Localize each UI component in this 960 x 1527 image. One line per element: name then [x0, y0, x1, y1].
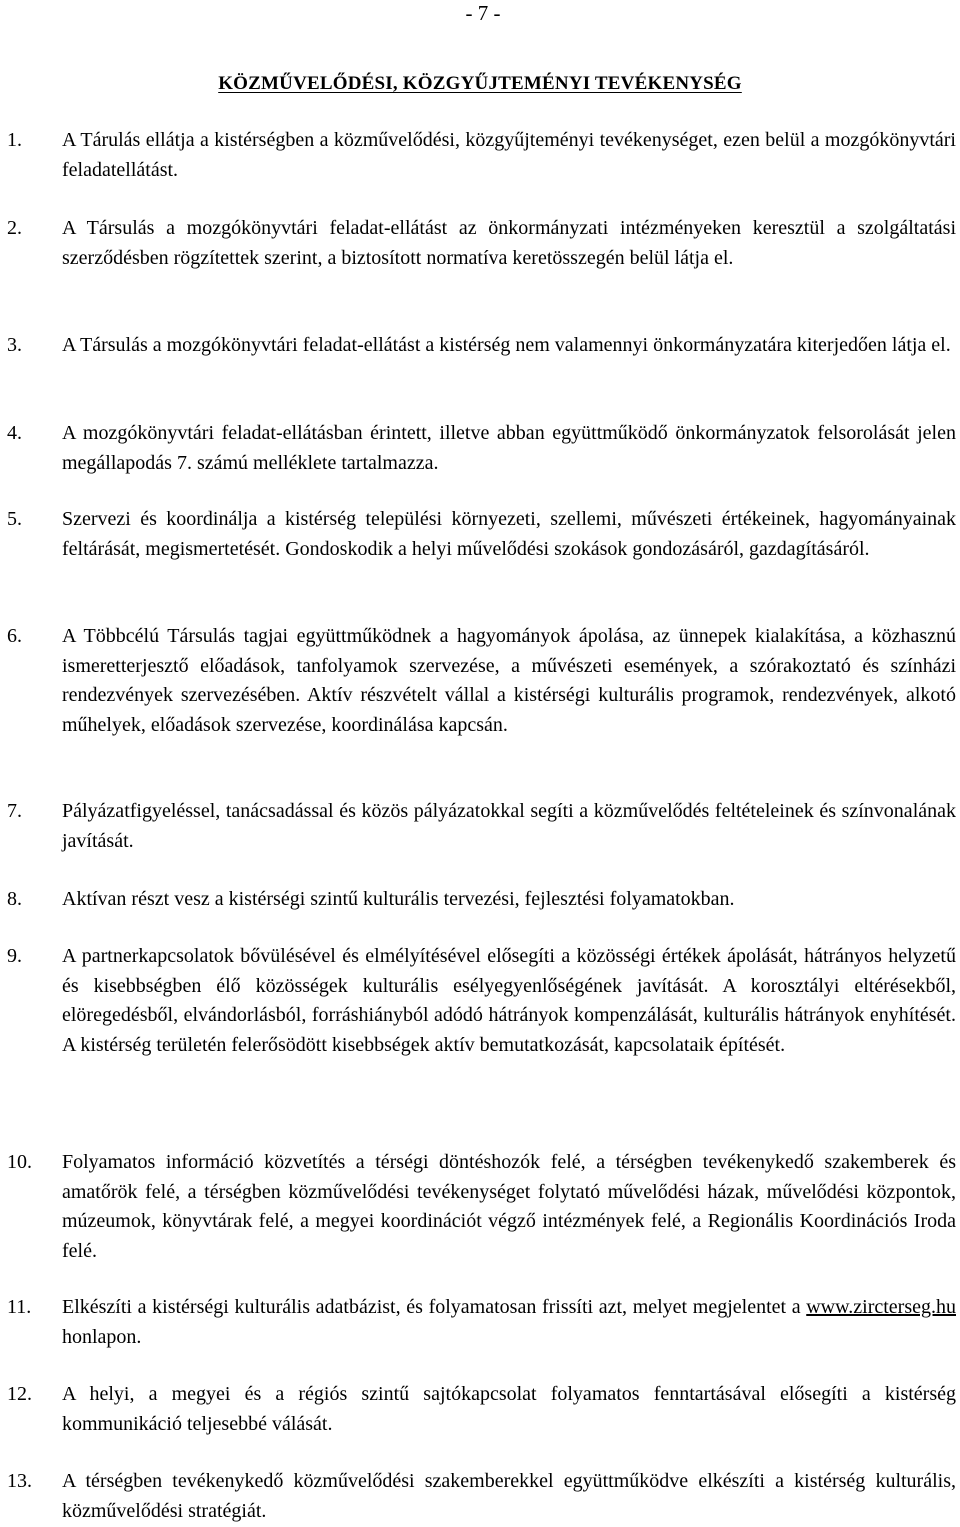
list-item: [7, 419, 956, 478]
list-item-text: A térségben tevékenykedő közművelődési szakemberekkel együttműködve elkészíti a kistérség kulturális, közművelődési stratégiát.: [62, 1470, 956, 1522]
list-item-text: A Társulás a mozgókönyvtári feladat-ellátást a kistérség nem valamennyi önkormányzatára kiterjedően látja el.: [62, 334, 951, 356]
section-heading: KÖZMŰVELŐDÉSI, KÖZGYŰJTEMÉNYI TEVÉKENYSÉG: [218, 73, 742, 94]
list-item-text: A partnerkapcsolatok bővülésével és elmélyítésével elősegíti a közösségi értékek ápolását, hátrányos helyzetű és kisebbségben élő közösségek kulturális esélyegyenlőségének javítását. A korosztályi eltérésekből, elöregedésből, elvándorlásból, forráshiányból adódó hátrányok kompenzálását, kulturális hátrányok enyhítését. A kistérség területén felerősödött kisebbségek aktív bemutatkozását, kapcsolataik építését.: [62, 945, 956, 1056]
list-item-text: A Társulás a mozgókönyvtári feladat-ellátást az önkormányzati intézményeken keresztül a szolgáltatási szerződésben rögzítettek szerint, a biztosított normatíva keretösszegén belül látja el.: [62, 217, 956, 269]
website-link[interactable]: www.zircterseg.hu: [806, 1296, 956, 1318]
list-item-text: Szervezi és koordinálja a kistérség települési környezeti, szellemi, művészeti értékeinek, hagyományainak feltárását, megismertetését. Gondoskodik a helyi művelődési szokások gondozásáról, gazdagításáról.: [62, 508, 956, 560]
list-item-number: 10.: [7, 1151, 32, 1173]
list-item: [7, 1293, 956, 1352]
list-item-number: 3.: [7, 334, 22, 356]
list-item-text: A Többcélú Társulás tagjai együttműködnek a hagyományok ápolása, az ünnepek kialakítása, a közhasznú ismeretterjesztő előadások, tanfolyamok szervezése, a művészeti események, a szórakoztató és színházi rendezvények szervezésében. Aktív részvételt vállal a kistérségi kulturális programok, rendezvények, alkotó műhelyek, előadások szervezése, koordinálása kapcsán.: [62, 625, 956, 736]
list-item: [7, 126, 956, 185]
list-item: [7, 622, 956, 740]
list-item-number: 6.: [7, 625, 22, 647]
list-item-number: 5.: [7, 508, 22, 530]
list-item-number: 2.: [7, 217, 22, 239]
list-item: [7, 885, 956, 915]
list-item-number: 4.: [7, 422, 22, 444]
list-item-number: 13.: [7, 1470, 32, 1492]
list-item-number: 12.: [7, 1383, 32, 1405]
page-number: - 7 -: [465, 1, 501, 25]
list-item: [7, 942, 956, 1060]
list-item: [7, 1380, 956, 1439]
list-item-text: [62, 1293, 956, 1352]
list-item-number: 9.: [7, 945, 22, 967]
list-item-number: 8.: [7, 888, 22, 910]
list-item-text: A helyi, a megyei és a régiós szintű sajtókapcsolat folyamatos fenntartásával elősegíti a kistérség kommunikáció teljesebbé válását.: [62, 1383, 956, 1435]
list-item-text-before: Elkészíti a kistérségi kulturális adatbázist, és folyamatosan frissíti azt, melyet megjelentet a: [62, 1296, 807, 1318]
list-item: [7, 1148, 956, 1266]
list-item-text: Folyamatos információ közvetítés a térségi döntéshozók felé, a térségben tevékenykedő szakemberek és amatőrök felé, a térségben közművelődési tevékenységet folytató művelődési házak, művelődési központok, múzeumok, könyvtárak felé, a megyei koordinációt végző intézmények felé, a Regionális Koordinációs Iroda felé.: [62, 1151, 956, 1262]
list-item-text: A Tárulás ellátja a kistérségben a közművelődési, közgyűjteményi tevékenységet, ezen belül a mozgókönyvtári feladatellátást.: [62, 129, 956, 181]
list-item-text-after: honlapon.: [62, 1325, 142, 1348]
list-item: [7, 797, 956, 856]
list-item: [7, 214, 956, 273]
list-item-text: Aktívan részt vesz a kistérségi szintű kulturális tervezési, fejlesztési folyamatokban.: [62, 888, 735, 910]
list-item: [7, 1467, 956, 1526]
list-item-number: 1.: [7, 129, 22, 151]
list-item: [7, 505, 956, 564]
list-item-number: 11.: [7, 1296, 32, 1318]
list-item-text: Pályázatfigyeléssel, tanácsadással és közös pályázatokkal segíti a közművelődés feltételeinek és színvonalának javítását.: [62, 800, 956, 852]
list-item: [7, 331, 956, 361]
list-item-number: 7.: [7, 800, 22, 822]
list-item-text: A mozgókönyvtári feladat-ellátásban érintett, illetve abban együttműködő önkormányzatok felsorolását jelen megállapodás 7. számú melléklete tartalmazza.: [62, 422, 956, 474]
